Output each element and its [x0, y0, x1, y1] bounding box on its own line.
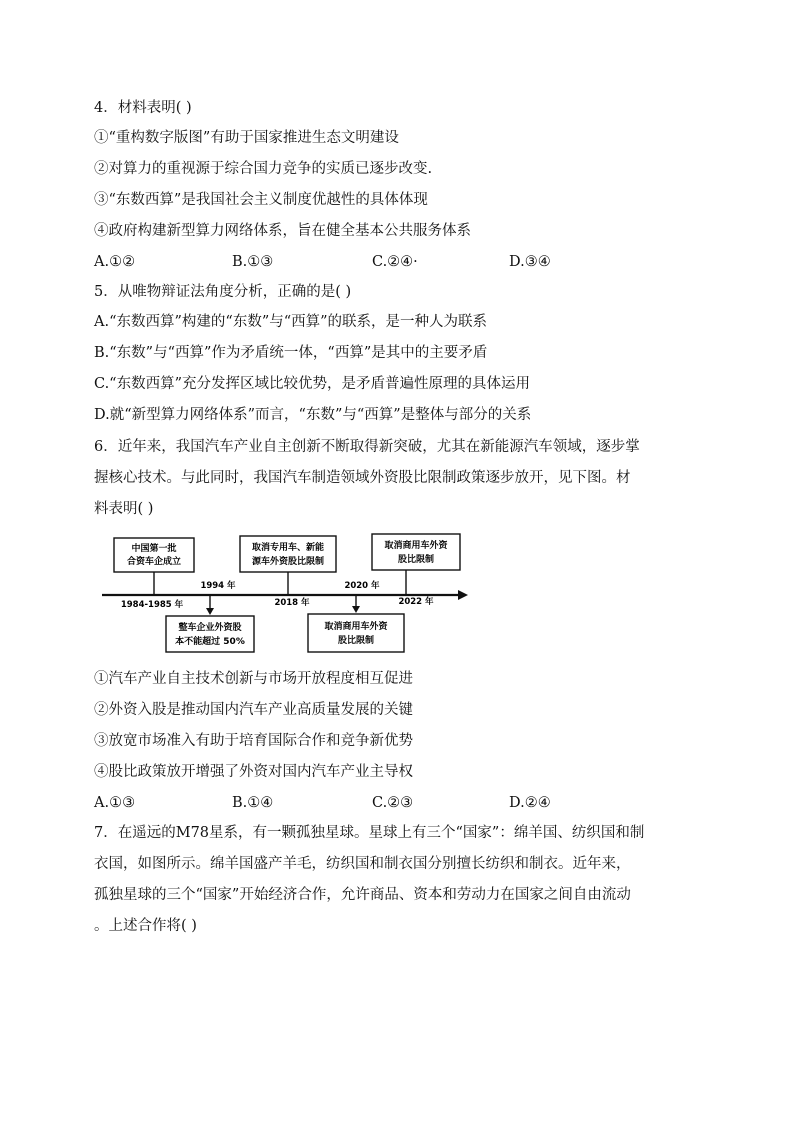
timeline-arrowhead-bottom-2 — [352, 606, 360, 613]
q4-stem: 4．材料表明( ) — [94, 100, 192, 116]
timeline-box-bottom-1 — [166, 616, 254, 652]
timeline-arrowhead-bottom-1 — [206, 608, 214, 615]
q6-item-2: ②外资入股是推动国内汽车产业高质量发展的关键 — [94, 702, 413, 718]
q6-item-1: ①汽车产业自主技术创新与市场开放程度相互促进 — [94, 671, 413, 687]
timeline-box-top-2-line-1: 取消专用车、新能 — [251, 543, 325, 553]
q7-stem-line-4: 。上述合作将( ) — [94, 918, 197, 934]
q5-option-d[interactable]: D.就“新型算力网络体系”而言，“东数”与“西算”是整体与部分的关系 — [94, 407, 532, 423]
timeline-box-bottom-1-line-1: 整车企业外资股 — [178, 623, 242, 633]
q6-stem-line-2: 握核心技术。与此同时，我国汽车制造领域外资股比限制政策逐步放开，见下图。材 — [94, 470, 631, 486]
q7-stem-line-3: 孤独星球的三个“国家”开始经济合作，允许商品、资本和劳动力在国家之间自由流动 — [94, 887, 631, 903]
timeline-box-top-1-line-1: 中国第一批 — [131, 544, 177, 554]
timeline-box-top-1-line-2: 合资车企成立 — [126, 557, 182, 567]
q4-option-d[interactable]: D.③④ — [509, 254, 551, 270]
timeline-box-bottom-2-line-1: 取消商用车外资 — [324, 622, 388, 632]
timeline-year-2020: 2020 年 — [344, 581, 380, 591]
q7-stem-line-1: 7．在遥远的M78星系，有一颗孤独星球。星球上有三个“国家”：绵羊国、纺织国和制 — [94, 825, 645, 841]
timeline-box-top-2 — [240, 536, 336, 572]
q5-stem: 5．从唯物辩证法角度分析，正确的是( ) — [94, 284, 352, 300]
q4-item-4: ④政府构建新型算力网络体系，旨在健全基本公共服务体系 — [94, 223, 471, 239]
q6-option-c[interactable]: C.②③ — [372, 795, 414, 811]
q4-item-3: ③“东数西算”是我国社会主义制度优越性的具体体现 — [94, 192, 428, 208]
q5-option-c[interactable]: C.“东数西算”充分发挥区域比较优势，是矛盾普遍性原理的具体运用 — [94, 376, 531, 392]
q6-stem-line-1: 6．近年来，我国汽车产业自主创新不断取得新突破，尤其在新能源汽车领域，逐步掌 — [94, 439, 640, 455]
timeline-svg — [100, 532, 470, 658]
q7-stem-line-2: 衣国，如图所示。绵羊国盛产羊毛，纺织国和制衣国分别擅长纺织和制衣。近年来， — [94, 856, 631, 872]
policy-timeline-figure — [100, 532, 470, 658]
q6-option-b[interactable]: B.①④ — [232, 795, 274, 811]
timeline-box-top-1 — [114, 538, 194, 572]
q4-option-b[interactable]: B.①③ — [232, 254, 274, 270]
q4-option-c[interactable]: C.②④· — [372, 254, 418, 270]
q5-option-b[interactable]: B.“东数”与“西算”作为矛盾统一体，“西算”是其中的主要矛盾 — [94, 345, 488, 361]
timeline-box-top-3-line-1: 取消商用车外资 — [384, 541, 448, 551]
timeline-box-top-2-line-2: 源车外资股比限制 — [251, 557, 325, 567]
timeline-box-top-3-line-2: 股比限制 — [397, 555, 435, 565]
q6-stem-line-3: 料表明( ) — [94, 501, 154, 517]
q6-option-d[interactable]: D.②④ — [509, 795, 551, 811]
timeline-box-bottom-2 — [308, 614, 404, 652]
q5-option-a[interactable]: A.“东数西算”构建的“东数”与“西算”的联系，是一种人为联系 — [94, 314, 488, 330]
timeline-box-top-3 — [372, 534, 460, 570]
q6-item-3: ③放宽市场准入有助于培育国际合作和竞争新优势 — [94, 733, 413, 749]
timeline-box-bottom-2-line-2: 股比限制 — [337, 636, 375, 646]
q6-option-a[interactable]: A.①③ — [94, 795, 136, 811]
timeline-box-bottom-1-line-2: 本不能超过 50% — [175, 637, 245, 647]
q4-option-a[interactable]: A.①② — [94, 254, 136, 270]
timeline-axis-arrowhead — [458, 590, 468, 600]
q4-item-2: ②对算力的重视源于综合国力竞争的实质已逐步改变. — [94, 161, 433, 177]
q4-item-1: ①“重构数字版图”有助于国家推进生态文明建设 — [94, 130, 399, 146]
timeline-year-1994: 1994 年 — [200, 581, 236, 591]
q6-item-4: ④股比政策放开增强了外资对国内汽车产业主导权 — [94, 764, 413, 780]
timeline-year-1984-1985: 1984-1985 年 — [120, 600, 184, 610]
timeline-year-2018: 2018 年 — [274, 598, 310, 608]
timeline-year-2022: 2022 年 — [398, 597, 434, 607]
